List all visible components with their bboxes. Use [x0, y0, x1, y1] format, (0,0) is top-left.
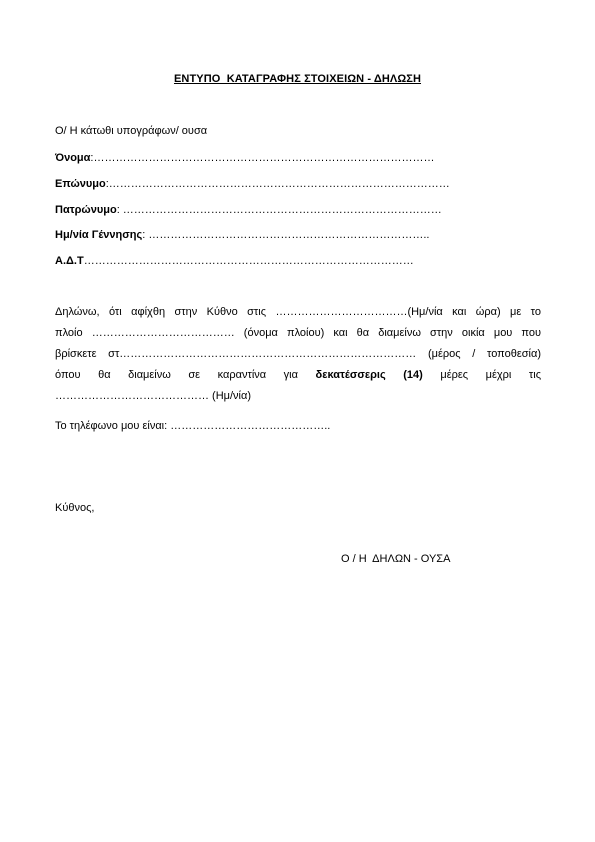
- declaration-line-4: [55, 368, 541, 382]
- field-label: Πατρώνυμο: [55, 204, 117, 216]
- declaration-text: μέρες μέχρι τις: [422, 369, 541, 381]
- field-blank: : …………………………………………………………………..: [142, 229, 430, 241]
- field-label: Επώνυμο: [55, 178, 106, 190]
- declaration-line-2: πλοίο ………………………………… (όνομα πλοίου) και θα διαμείνω στην οικία μου που: [55, 327, 541, 339]
- field-id-number: [55, 254, 414, 268]
- field-label: Όνομα: [55, 152, 91, 164]
- place-text: Κύθνος,: [55, 502, 95, 514]
- field-blank: :…………………………………………………………………………………: [90, 152, 435, 164]
- declaration-text: όπου θα διαμείνω σε καραντίνα για: [55, 369, 316, 381]
- signature-label: Ο / Η ΔΗΛΩΝ - ΟΥΣΑ: [341, 553, 451, 565]
- field-blank: ………………………………………………………………………………: [83, 255, 414, 267]
- intro-text: Ο/ Η κάτωθι υπογράφων/ ουσα: [55, 125, 208, 137]
- declaration-line-1: Δηλώνω, ότι αφίχθη στην Κύθνο στις ………………………………(Ημ/νία και ώρα) με το: [55, 306, 541, 318]
- field-blank: :…………………………………………………………………………………: [105, 178, 450, 190]
- field-birth-date: [55, 228, 429, 242]
- phone-line: Το τηλέφωνο μου είναι: ……………………………………..: [55, 420, 331, 432]
- field-father-name: [55, 203, 442, 217]
- field-label: Ημ/νία Γέννησης: [55, 229, 143, 241]
- declaration-days: δεκατέσσερις (14): [315, 369, 423, 381]
- field-blank: : ……………………………………………………………………………: [116, 204, 442, 216]
- document-title: ΕΝΤΥΠΟ ΚΑΤΑΓΡΑΦΗΣ ΣΤΟΙΧΕΙΩΝ - ΔΗΛΩΣΗ: [173, 73, 422, 85]
- declaration-line-3: βρίσκετε στ……………………………………………………………………… (μέρος / τοποθεσία): [55, 348, 541, 360]
- field-first-name: [55, 151, 434, 165]
- field-last-name: [55, 177, 450, 191]
- declaration-line-5: …………………………………… (Ημ/νία): [55, 390, 252, 402]
- field-label: Α.Δ.Τ: [55, 255, 84, 267]
